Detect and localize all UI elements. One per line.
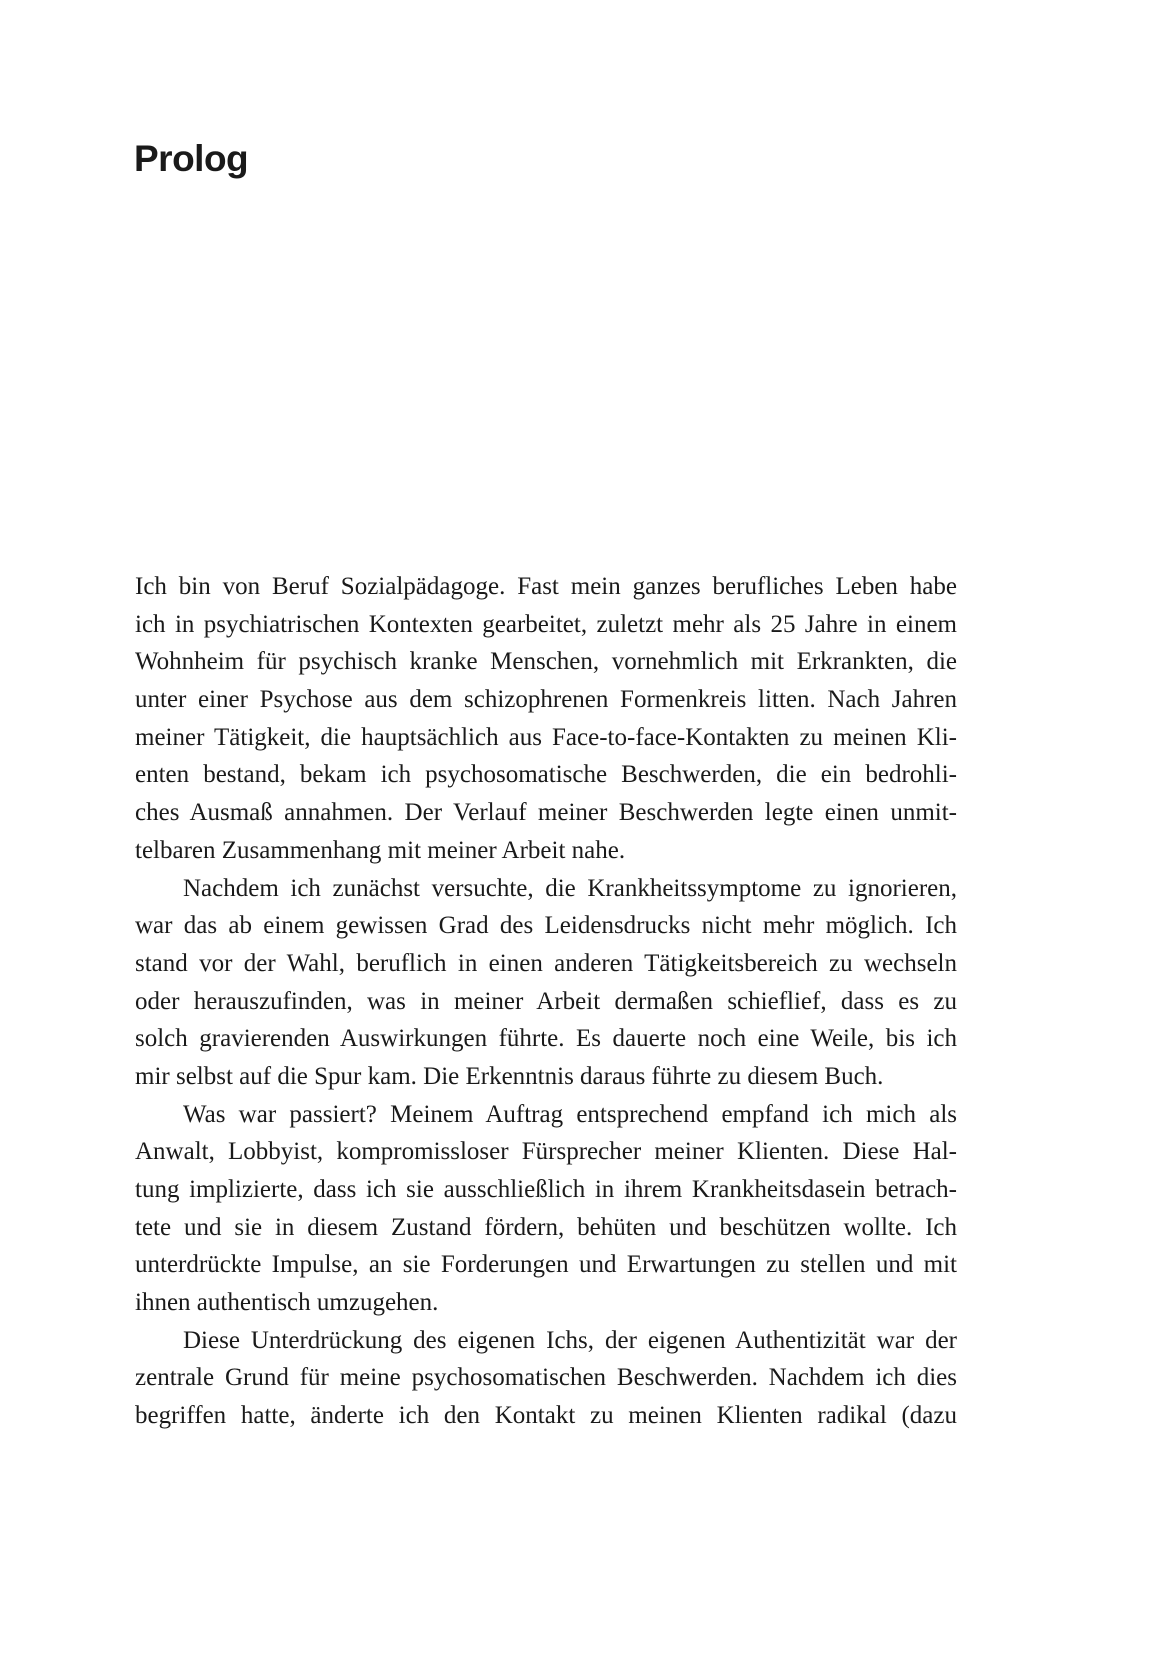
text-line: Wohnheim für psychisch kranke Menschen, vornehmlich mit Erkrankten, die: [135, 648, 957, 676]
text-line: ches Ausmaß annahmen. Der Verlauf meiner Beschwerden legte einen unmit-: [135, 799, 957, 827]
text-line: Anwalt, Lobbyist, kompromissloser Fürsprecher meiner Klienten. Diese Hal-: [135, 1138, 957, 1166]
text-line: zentrale Grund für meine psychosomatischen Beschwerden. Nachdem ich dies: [135, 1364, 957, 1392]
text-line: Nachdem ich zunächst versuchte, die Krankheitssymptome zu ignorieren,: [183, 874, 957, 902]
body-text: [135, 568, 957, 1435]
text-line: stand vor der Wahl, beruflich in einen anderen Tätigkeitsbereich zu wechseln: [135, 949, 957, 977]
text-line: oder herauszufinden, was in meiner Arbeit dermaßen schieflief, dass es zu: [135, 987, 957, 1015]
text-line: Diese Unterdrückung des eigenen Ichs, der eigenen Authentizität war der: [183, 1326, 957, 1354]
page-title: Prolog: [134, 138, 249, 179]
text-line: unterdrückte Impulse, an sie Forderungen und Erwartungen zu stellen und mit: [135, 1251, 957, 1279]
text-line: begriffen hatte, änderte ich den Kontakt zu meinen Klienten radikal (dazu: [135, 1402, 957, 1430]
text-line: meiner Tätigkeit, die hauptsächlich aus Face-to-face-Kontakten zu meinen Kli-: [135, 723, 957, 751]
text-line: enten bestand, bekam ich psychosomatische Beschwerden, die ein bedrohli-: [135, 761, 957, 789]
text-line: telbaren Zusammenhang mit meiner Arbeit nahe.: [135, 836, 626, 864]
text-line: ihnen authentisch umzugehen.: [135, 1289, 439, 1317]
text-line: unter einer Psychose aus dem schizophrenen Formenkreis litten. Nach Jahren: [135, 686, 957, 714]
text-line: mir selbst auf die Spur kam. Die Erkenntnis daraus führte zu diesem Buch.: [135, 1062, 884, 1090]
text-line: solch gravierenden Auswirkungen führte. Es dauerte noch eine Weile, bis ich: [135, 1025, 957, 1053]
text-line: Was war passiert? Meinem Auftrag entsprechend empfand ich mich als: [183, 1100, 957, 1128]
text-line: tung implizierte, dass ich sie ausschließlich in ihrem Krankheitsdasein betrach-: [135, 1176, 957, 1203]
text-line: tete und sie in diesem Zustand fördern, behüten und beschützen wollte. Ich: [135, 1213, 957, 1241]
text-line: Ich bin von Beruf Sozialpädagoge. Fast mein ganzes berufliches Leben habe: [135, 573, 957, 600]
text-line: war das ab einem gewissen Grad des Leidensdrucks nicht mehr möglich. Ich: [135, 912, 957, 940]
text-line: ich in psychiatrischen Kontexten gearbeitet, zuletzt mehr als 25 Jahre in einem: [135, 610, 957, 638]
